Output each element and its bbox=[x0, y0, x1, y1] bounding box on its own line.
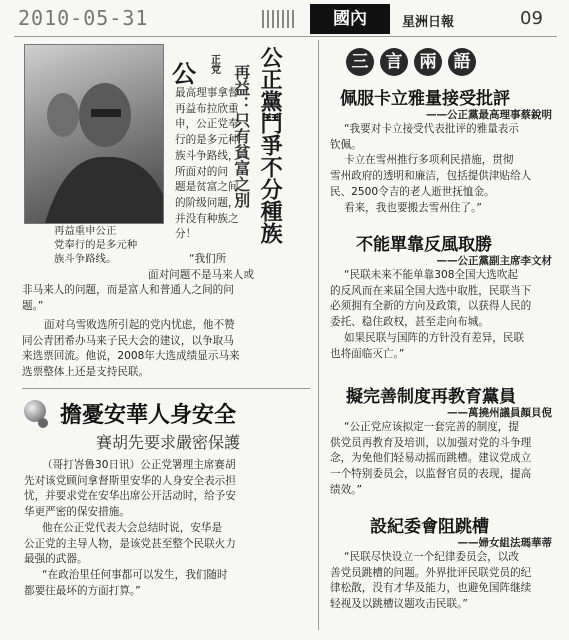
text-line: 最强的武器。 bbox=[24, 553, 88, 566]
text-line: 一个特别委员会，以监督官员的表现，提高 bbox=[330, 468, 532, 481]
caption-line: 党奉行的是多元种 bbox=[54, 239, 138, 251]
person-silhouette-icon bbox=[25, 45, 163, 223]
text-line: 必须拥有全新的方向及政策，以获得人民的 bbox=[330, 300, 532, 313]
text-line: 选票整体上还是支持民联。 bbox=[22, 366, 150, 379]
text-line: 钦佩。 bbox=[330, 138, 362, 151]
text-line: （哥打峇鲁30日讯）公正党署理主席赛胡 bbox=[42, 459, 236, 471]
bullet-ball-icon bbox=[38, 418, 48, 428]
text-line: “民联尽快设立一个纪律委员会，以改 bbox=[344, 551, 519, 563]
text-line: 并没有种族之 bbox=[175, 212, 239, 225]
text-line: 卡立在雪州推行多项利民措施，贯彻 bbox=[344, 154, 514, 167]
left-subheadline: 再益：只有貧富之別 bbox=[231, 64, 251, 208]
text-line: 先对该党顾问拿督斯里安华的人身安全表示担 bbox=[24, 474, 236, 487]
right-item-body bbox=[330, 420, 556, 499]
right-item-headline: 擬完善制度再教育黨員 bbox=[346, 387, 516, 407]
text-line: “我要对卡立接受代表批评的雅量表示 bbox=[344, 123, 519, 135]
text-line: 念，为免他们轻易动摇而跳槽。建议党成立 bbox=[330, 452, 532, 465]
bottom-left-headline: 擔憂安華人身安全 bbox=[60, 403, 237, 428]
text-line: 所面对的问 bbox=[175, 165, 228, 178]
text-line: 如果民联与国阵的方针没有差异，民联 bbox=[344, 331, 525, 344]
closing-paragraph bbox=[22, 318, 312, 381]
text-line: 看来，我也要搬去雪州住了。” bbox=[344, 201, 482, 214]
text-line: 律松散，没有才华及能力，也避免国阵继续 bbox=[330, 582, 532, 595]
text-line: 也将面临灭亡。” bbox=[330, 347, 405, 360]
text-line: 都要往最坏的方面打算。” bbox=[24, 584, 141, 597]
caption-line: 族斗争路线。 bbox=[54, 253, 117, 265]
text-line: 行的是多元种 bbox=[175, 134, 239, 147]
quote-paragraph-cont bbox=[22, 283, 312, 314]
right-item-byline: ——公正黨副主席李文材 bbox=[436, 255, 552, 267]
left-headline: 公正黨鬥爭不分種族 bbox=[257, 46, 283, 244]
section-tab: 國內 bbox=[310, 4, 390, 34]
text-line: 善党员跳槽的问题。外界批评民联党员的纪 bbox=[330, 566, 532, 579]
text-line: 轻视及以跳槽议题攻击民联。” bbox=[330, 598, 468, 611]
right-item-headline: 佩服卡立雅量接受批評 bbox=[340, 89, 510, 109]
text-line: 他在公正党代表大会总结时说，安华是 bbox=[42, 521, 223, 534]
text-line: 题是贫富之间 bbox=[175, 181, 239, 194]
text-line: 忧，并要求党在安华出席公开活动时，给予安 bbox=[24, 490, 236, 503]
lead-drop-char: 公 bbox=[172, 60, 196, 88]
text-line: 非马来人的问题，而是富人和普通人之间的问 bbox=[22, 284, 234, 296]
text-line: 再益布拉欣重 bbox=[175, 102, 239, 115]
san-yan-liang-yu-banner bbox=[346, 48, 482, 76]
text-line: 委托、稳住政权，甚至走向布城。 bbox=[330, 316, 489, 329]
text-line: 民、2500令吉的老人逝世抚恤金。 bbox=[330, 185, 495, 198]
text-line: “公正党应该拟定一套完善的制度，提 bbox=[344, 421, 519, 433]
bottom-left-body bbox=[24, 458, 312, 599]
text-line: 供党员再教育及培训，以加强对党的斗争理 bbox=[330, 436, 532, 449]
right-item-body bbox=[330, 268, 556, 362]
news-photo bbox=[24, 44, 164, 224]
text-line: 公正党的主导人物，是该党甚至整个民联火力 bbox=[24, 537, 236, 550]
page-number: 09 bbox=[520, 8, 543, 29]
text-line: 来选票回流。他说，2008年大选成绩显示马来 bbox=[22, 350, 240, 363]
right-item-byline: ——萬撓州議員顏貝倪 bbox=[447, 407, 552, 419]
text-line: 面对乌雪败选所引起的党内忧虑，他不赞 bbox=[44, 319, 235, 331]
bottom-left-subheadline: 賽胡先要求嚴密保護 bbox=[96, 433, 241, 452]
text-line: 族斗争路线， bbox=[175, 149, 239, 162]
right-item-headline: 不能單靠反風取勝 bbox=[356, 235, 492, 255]
text-line: 申，公正党奉 bbox=[175, 118, 239, 131]
right-item-body bbox=[330, 122, 556, 216]
text-line: 分！ bbox=[175, 228, 197, 241]
caption-line: 再益重申公正 bbox=[54, 225, 117, 237]
text-line: 题。” bbox=[22, 299, 44, 312]
paper-name: 星洲日報 bbox=[402, 15, 455, 30]
text-line: 华更严密的保安措施。 bbox=[24, 506, 130, 519]
banner-char: 三 bbox=[346, 48, 374, 76]
section-divider bbox=[22, 388, 310, 389]
lead-small-text: 正党 bbox=[208, 54, 220, 74]
text-line: 绩效。” bbox=[330, 483, 362, 496]
right-item-body bbox=[330, 550, 556, 613]
text-line: 面对问题不是马来人或 bbox=[148, 268, 254, 281]
text-line: “民联未来不能单靠308全国大选吹起 bbox=[344, 269, 519, 281]
text-line: 最高理事拿督 bbox=[175, 87, 239, 99]
quote-paragraph bbox=[56, 252, 301, 283]
text-line: “在政治里任何事都可以发生，我们随时 bbox=[42, 568, 228, 581]
banner-char: 兩 bbox=[414, 48, 442, 76]
text-line: 同公青团希办马来子民大会的建议，以争取马 bbox=[22, 334, 234, 347]
date-stamp: 2010-05-31 bbox=[18, 6, 149, 30]
right-item-byline: ——婦女組法瑪華蒂 bbox=[457, 537, 552, 549]
header-bars-decoration bbox=[262, 10, 297, 32]
column-divider bbox=[318, 40, 319, 630]
right-item-byline: ——公正黨最高理事蔡銳明 bbox=[426, 109, 552, 121]
right-item-headline: 設紀委會阻跳槽 bbox=[370, 517, 489, 537]
header-rule bbox=[14, 36, 557, 37]
text-line: 的反风而在来届全国大选中取胜，民联当下 bbox=[330, 284, 532, 297]
banner-char: 言 bbox=[380, 48, 408, 76]
text-line: “我们所 bbox=[189, 253, 227, 265]
text-line: 雪州政府的透明和廉洁，包括提供津贴给人 bbox=[330, 170, 532, 183]
banner-char: 語 bbox=[448, 48, 476, 76]
text-line: 的阶级问题， bbox=[175, 196, 239, 209]
